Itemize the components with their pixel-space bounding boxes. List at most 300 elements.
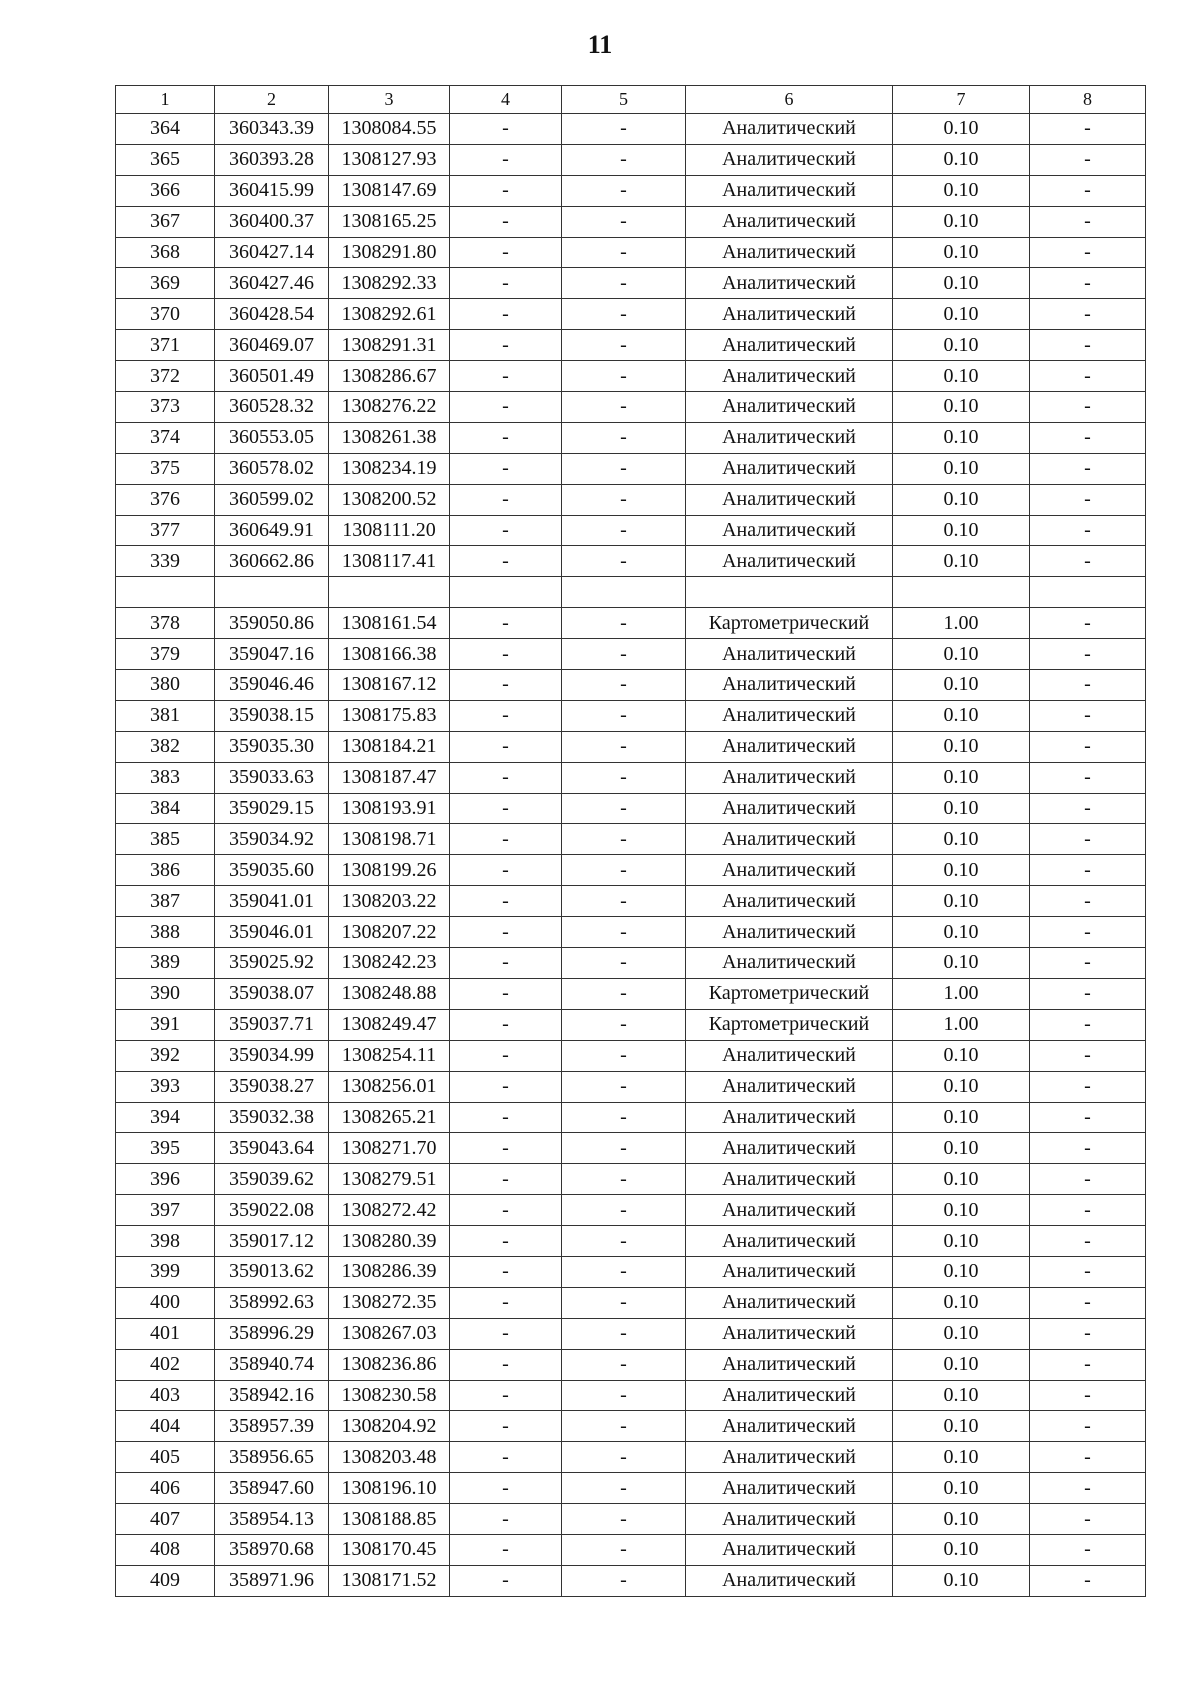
table-cell: 0.10	[893, 1411, 1030, 1442]
table-cell: -	[562, 1318, 686, 1349]
table-cell: -	[450, 793, 562, 824]
table-cell: -	[450, 144, 562, 175]
table-cell: -	[450, 114, 562, 145]
table-cell: -	[1030, 886, 1146, 917]
table-cell: -	[562, 1195, 686, 1226]
table-cell: 370	[116, 299, 215, 330]
table-row	[116, 1195, 1146, 1226]
column-header: 4	[450, 86, 562, 114]
table-cell	[893, 577, 1030, 608]
table-cell: Аналитический	[686, 1133, 893, 1164]
table-cell: 359022.08	[215, 1195, 329, 1226]
table-cell: 0.10	[893, 1164, 1030, 1195]
table-cell: Аналитический	[686, 639, 893, 670]
table-cell: -	[562, 1040, 686, 1071]
table-cell: -	[450, 1226, 562, 1257]
table-cell: 0.10	[893, 453, 1030, 484]
table-cell: 1308127.93	[329, 144, 450, 175]
table-row	[116, 670, 1146, 701]
table-cell: 360469.07	[215, 330, 329, 361]
table-row	[116, 1287, 1146, 1318]
table-cell: -	[1030, 361, 1146, 392]
table-cell: 360427.46	[215, 268, 329, 299]
table-cell: -	[562, 917, 686, 948]
table-cell: 1308198.71	[329, 824, 450, 855]
table-cell: 379	[116, 639, 215, 670]
table-cell: 359038.15	[215, 700, 329, 731]
table-cell: 358956.65	[215, 1442, 329, 1473]
table-cell: 377	[116, 515, 215, 546]
table-cell: 360427.14	[215, 237, 329, 268]
table-cell: 360343.39	[215, 114, 329, 145]
table-cell: Аналитический	[686, 1473, 893, 1504]
column-header: 8	[1030, 86, 1146, 114]
table-cell: -	[1030, 762, 1146, 793]
table-cell: -	[1030, 608, 1146, 639]
table-row	[116, 948, 1146, 979]
table-row	[116, 1226, 1146, 1257]
table-cell: 409	[116, 1565, 215, 1596]
table-row	[116, 422, 1146, 453]
table-cell: -	[450, 1164, 562, 1195]
table-cell: -	[1030, 1380, 1146, 1411]
table-row	[116, 731, 1146, 762]
table-cell: -	[1030, 1349, 1146, 1380]
table-cell: 358971.96	[215, 1565, 329, 1596]
table-cell: -	[1030, 793, 1146, 824]
table-cell: 384	[116, 793, 215, 824]
table-cell: 382	[116, 731, 215, 762]
table-row	[116, 978, 1146, 1009]
table-cell: Аналитический	[686, 1226, 893, 1257]
table-row	[116, 392, 1146, 423]
table-cell: Аналитический	[686, 1287, 893, 1318]
table-cell: Аналитический	[686, 392, 893, 423]
table-cell: -	[562, 1504, 686, 1535]
table-cell: 1308204.92	[329, 1411, 450, 1442]
table-cell: -	[562, 978, 686, 1009]
table-cell: -	[562, 1133, 686, 1164]
table-cell: -	[1030, 978, 1146, 1009]
table-cell: 358970.68	[215, 1534, 329, 1565]
table-cell: 1308254.11	[329, 1040, 450, 1071]
table-cell: 404	[116, 1411, 215, 1442]
table-cell: 1308203.22	[329, 886, 450, 917]
table-cell: 1308196.10	[329, 1473, 450, 1504]
table-cell: 407	[116, 1504, 215, 1535]
table-cell: -	[450, 422, 562, 453]
table-cell: 403	[116, 1380, 215, 1411]
table-row	[116, 1009, 1146, 1040]
table-cell: -	[450, 1009, 562, 1040]
table-cell: -	[1030, 1102, 1146, 1133]
table-cell: 0.10	[893, 237, 1030, 268]
table-cell: 405	[116, 1442, 215, 1473]
table-cell: Аналитический	[686, 1071, 893, 1102]
table-cell: Аналитический	[686, 948, 893, 979]
table-cell: -	[450, 670, 562, 701]
table-cell: -	[562, 453, 686, 484]
table-cell: -	[450, 762, 562, 793]
table-cell: 1308276.22	[329, 392, 450, 423]
table-cell: -	[450, 1473, 562, 1504]
table-cell: 359035.60	[215, 855, 329, 886]
table-cell: -	[562, 1009, 686, 1040]
table-row	[116, 330, 1146, 361]
table-cell: -	[450, 978, 562, 1009]
table-row	[116, 639, 1146, 670]
table-cell: -	[562, 1287, 686, 1318]
table-cell: -	[1030, 515, 1146, 546]
column-header: 5	[562, 86, 686, 114]
table-cell: 359037.71	[215, 1009, 329, 1040]
table-cell: 360553.05	[215, 422, 329, 453]
column-header: 1	[116, 86, 215, 114]
table-cell: -	[562, 330, 686, 361]
table-cell: -	[1030, 546, 1146, 577]
table-cell	[116, 577, 215, 608]
table-cell: Аналитический	[686, 237, 893, 268]
table-cell: 1308165.25	[329, 206, 450, 237]
table-cell: 0.10	[893, 1287, 1030, 1318]
table-row	[116, 144, 1146, 175]
table-cell: 1308117.41	[329, 546, 450, 577]
table-cell: Аналитический	[686, 330, 893, 361]
table-cell: -	[450, 1349, 562, 1380]
table-cell: Аналитический	[686, 762, 893, 793]
table-cell: -	[562, 237, 686, 268]
table-cell: -	[450, 1565, 562, 1596]
table-cell: -	[1030, 484, 1146, 515]
table-cell: 0.10	[893, 1040, 1030, 1071]
table-cell: Аналитический	[686, 422, 893, 453]
table-cell: 378	[116, 608, 215, 639]
table-cell: -	[1030, 1040, 1146, 1071]
table-row	[116, 1256, 1146, 1287]
table-cell: 0.10	[893, 422, 1030, 453]
table-cell: 1308291.31	[329, 330, 450, 361]
table-cell: 1308292.33	[329, 268, 450, 299]
table-cell: 1308280.39	[329, 1226, 450, 1257]
table-cell: -	[450, 361, 562, 392]
table-row	[116, 1071, 1146, 1102]
table-cell: 359050.86	[215, 608, 329, 639]
table-cell	[329, 577, 450, 608]
table-cell: -	[1030, 144, 1146, 175]
table-cell: 371	[116, 330, 215, 361]
table-cell: -	[562, 484, 686, 515]
table-cell: Аналитический	[686, 855, 893, 886]
table-cell: -	[1030, 1071, 1146, 1102]
table-cell: -	[450, 1442, 562, 1473]
table-cell: 1308193.91	[329, 793, 450, 824]
table-row	[116, 453, 1146, 484]
table-cell: 385	[116, 824, 215, 855]
table-cell: 1308256.01	[329, 1071, 450, 1102]
column-header: 7	[893, 86, 1030, 114]
table-cell: -	[562, 670, 686, 701]
column-header: 6	[686, 86, 893, 114]
table-cell: -	[562, 1565, 686, 1596]
table-cell: 1308249.47	[329, 1009, 450, 1040]
table-cell: 1308171.52	[329, 1565, 450, 1596]
table-cell: -	[1030, 1133, 1146, 1164]
table-cell	[450, 577, 562, 608]
table-cell: 0.10	[893, 546, 1030, 577]
table-cell: -	[1030, 824, 1146, 855]
table-cell: Аналитический	[686, 1349, 893, 1380]
table-cell: -	[562, 731, 686, 762]
table-cell: -	[562, 1256, 686, 1287]
table-cell: 1.00	[893, 608, 1030, 639]
table-cell: 0.10	[893, 824, 1030, 855]
table-cell: 369	[116, 268, 215, 299]
table-cell: 1308166.38	[329, 639, 450, 670]
table-cell: 397	[116, 1195, 215, 1226]
table-row	[116, 1164, 1146, 1195]
table-cell: -	[450, 731, 562, 762]
table-cell: -	[1030, 1565, 1146, 1596]
table-cell: 364	[116, 114, 215, 145]
table-cell: -	[1030, 237, 1146, 268]
table-cell: 0.10	[893, 1565, 1030, 1596]
table-cell: -	[562, 1534, 686, 1565]
table-cell: 359047.16	[215, 639, 329, 670]
table-cell: 0.10	[893, 175, 1030, 206]
table-cell: -	[450, 1287, 562, 1318]
table-row	[116, 1318, 1146, 1349]
table-cell: -	[450, 1071, 562, 1102]
page-number: 11	[587, 30, 613, 59]
table-cell: -	[1030, 917, 1146, 948]
table-cell: -	[450, 700, 562, 731]
table-cell: Аналитический	[686, 1318, 893, 1349]
table-cell: 390	[116, 978, 215, 1009]
table-row	[116, 1473, 1146, 1504]
table-cell: Аналитический	[686, 1565, 893, 1596]
table-cell: 1308147.69	[329, 175, 450, 206]
table-cell	[215, 577, 329, 608]
table-cell: 368	[116, 237, 215, 268]
table-cell: 1308286.39	[329, 1256, 450, 1287]
table-cell: 358940.74	[215, 1349, 329, 1380]
table-row	[116, 1380, 1146, 1411]
table-cell: 381	[116, 700, 215, 731]
table-cell: 360649.91	[215, 515, 329, 546]
table-cell: -	[450, 639, 562, 670]
table-cell: 359046.46	[215, 670, 329, 701]
table-cell: Аналитический	[686, 670, 893, 701]
table-cell: Аналитический	[686, 1534, 893, 1565]
table-cell: 359017.12	[215, 1226, 329, 1257]
table-cell: 360662.86	[215, 546, 329, 577]
table-row	[116, 206, 1146, 237]
coordinates-table	[115, 85, 1146, 1597]
table-cell: 360415.99	[215, 175, 329, 206]
table-cell: 380	[116, 670, 215, 701]
table-cell: 359032.38	[215, 1102, 329, 1133]
table-row	[116, 114, 1146, 145]
table-cell: 0.10	[893, 330, 1030, 361]
table-cell: 360501.49	[215, 361, 329, 392]
table-cell: -	[1030, 1318, 1146, 1349]
table-cell: -	[562, 1411, 686, 1442]
table-cell: -	[450, 1504, 562, 1535]
table-cell: Аналитический	[686, 1102, 893, 1133]
table-cell: -	[562, 824, 686, 855]
table-cell: -	[1030, 392, 1146, 423]
table-cell: 394	[116, 1102, 215, 1133]
table-cell: Аналитический	[686, 886, 893, 917]
table-cell: 365	[116, 144, 215, 175]
table-cell: 0.10	[893, 762, 1030, 793]
table-cell: -	[450, 268, 562, 299]
table-cell: 1308187.47	[329, 762, 450, 793]
table-cell: -	[1030, 1504, 1146, 1535]
table-cell: -	[450, 1380, 562, 1411]
table-cell: 359034.92	[215, 824, 329, 855]
table-cell: 1308199.26	[329, 855, 450, 886]
table-cell: 1308084.55	[329, 114, 450, 145]
table-cell: 0.10	[893, 917, 1030, 948]
table-cell: 408	[116, 1534, 215, 1565]
table-row	[116, 1102, 1146, 1133]
table-cell: -	[1030, 206, 1146, 237]
table-row	[116, 700, 1146, 731]
table-cell: 0.10	[893, 670, 1030, 701]
table-row	[116, 577, 1146, 608]
table-cell: Аналитический	[686, 1380, 893, 1411]
table-row	[116, 1349, 1146, 1380]
table-cell: 392	[116, 1040, 215, 1071]
table-cell: -	[450, 515, 562, 546]
table-cell: -	[450, 1318, 562, 1349]
table-cell: Аналитический	[686, 1164, 893, 1195]
table-cell: 1308265.21	[329, 1102, 450, 1133]
table-cell: 0.10	[893, 1349, 1030, 1380]
table-cell: -	[562, 1380, 686, 1411]
table-cell: -	[1030, 1442, 1146, 1473]
table-cell: 358996.29	[215, 1318, 329, 1349]
header-row	[116, 86, 1146, 114]
table-cell: 0.10	[893, 1534, 1030, 1565]
table-cell: Аналитический	[686, 793, 893, 824]
table-cell: -	[450, 917, 562, 948]
column-header: 2	[215, 86, 329, 114]
table-cell: Картометрический	[686, 978, 893, 1009]
table-cell: 0.10	[893, 299, 1030, 330]
table-cell: -	[450, 175, 562, 206]
table-cell: 1308291.80	[329, 237, 450, 268]
table-cell: -	[562, 608, 686, 639]
table-cell: -	[1030, 1256, 1146, 1287]
table-cell: -	[1030, 453, 1146, 484]
table-cell: -	[562, 392, 686, 423]
table-cell: 1308248.88	[329, 978, 450, 1009]
table-cell: 1308175.83	[329, 700, 450, 731]
table-cell: -	[562, 1349, 686, 1380]
table-cell: 359043.64	[215, 1133, 329, 1164]
table-row	[116, 515, 1146, 546]
table-cell: 1308207.22	[329, 917, 450, 948]
table-cell: 358942.16	[215, 1380, 329, 1411]
table-row	[116, 824, 1146, 855]
table-cell: 1.00	[893, 978, 1030, 1009]
table-cell: Картометрический	[686, 1009, 893, 1040]
table-cell: 1308261.38	[329, 422, 450, 453]
table-row	[116, 762, 1146, 793]
table-cell: 360528.32	[215, 392, 329, 423]
table-cell: 359041.01	[215, 886, 329, 917]
table-cell: Аналитический	[686, 1256, 893, 1287]
table-cell: 389	[116, 948, 215, 979]
table-cell: -	[450, 1256, 562, 1287]
table-cell: -	[1030, 175, 1146, 206]
table-cell: 358947.60	[215, 1473, 329, 1504]
table-cell: 1308203.48	[329, 1442, 450, 1473]
table-cell: 1308286.67	[329, 361, 450, 392]
table-cell: Аналитический	[686, 206, 893, 237]
table-cell: Аналитический	[686, 824, 893, 855]
table-cell: 386	[116, 855, 215, 886]
table-cell: 1308236.86	[329, 1349, 450, 1380]
table-cell: 0.10	[893, 361, 1030, 392]
table-cell: -	[450, 1040, 562, 1071]
table-cell: 1.00	[893, 1009, 1030, 1040]
table-cell: 1308234.19	[329, 453, 450, 484]
table-cell: 402	[116, 1349, 215, 1380]
table-cell: Аналитический	[686, 144, 893, 175]
table-cell: -	[562, 1473, 686, 1504]
table-cell: 398	[116, 1226, 215, 1257]
table-row	[116, 299, 1146, 330]
table-cell: Аналитический	[686, 175, 893, 206]
table-row	[116, 268, 1146, 299]
table-cell: Аналитический	[686, 268, 893, 299]
table-cell: -	[1030, 1226, 1146, 1257]
table-cell: 1308188.85	[329, 1504, 450, 1535]
table-row	[116, 1534, 1146, 1565]
table-cell: 1308184.21	[329, 731, 450, 762]
table-cell: 391	[116, 1009, 215, 1040]
table-cell: -	[1030, 670, 1146, 701]
table-cell: 359029.15	[215, 793, 329, 824]
table-cell: Аналитический	[686, 1442, 893, 1473]
table-cell: 0.10	[893, 855, 1030, 886]
table-cell: -	[1030, 268, 1146, 299]
table-cell: -	[450, 299, 562, 330]
table-cell: 0.10	[893, 700, 1030, 731]
table-cell	[1030, 577, 1146, 608]
table-cell	[686, 577, 893, 608]
table-cell: 367	[116, 206, 215, 237]
table-cell: Аналитический	[686, 1411, 893, 1442]
table-cell: 0.10	[893, 268, 1030, 299]
table-cell: -	[450, 1411, 562, 1442]
table-cell: -	[562, 639, 686, 670]
table-cell: 359033.63	[215, 762, 329, 793]
table-cell: Аналитический	[686, 515, 893, 546]
table-cell: 359038.27	[215, 1071, 329, 1102]
table-cell: 0.10	[893, 1071, 1030, 1102]
table-cell: 359013.62	[215, 1256, 329, 1287]
table-row	[116, 886, 1146, 917]
table-cell: -	[1030, 855, 1146, 886]
table-cell: -	[562, 1102, 686, 1133]
table-cell: Аналитический	[686, 700, 893, 731]
table-cell: -	[450, 392, 562, 423]
table-cell: 359025.92	[215, 948, 329, 979]
